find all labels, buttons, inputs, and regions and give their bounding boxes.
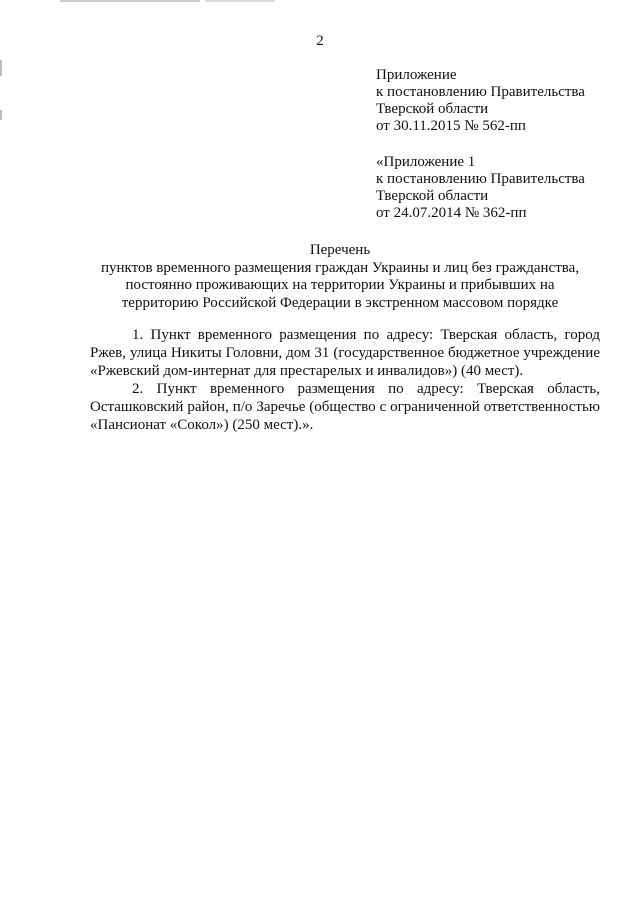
appendix-original-line: «Приложение 1 [376,154,476,170]
appendix-current-line: Тверской области [376,101,489,117]
appendix-original-line: от 24.07.2014 № 362-пп [376,205,527,221]
scan-edge-mark [0,60,2,76]
appendix-original-line: к постановлению Правительства [376,171,585,187]
scan-edge-mark [0,110,2,120]
list-item: 2. Пункт временного размещения по адресу: Тверская область, Осташковский район, п/о Заречье (общество с ограниченной ответственностью «Пансионат «Сокол») (250 мест).». [90,381,600,433]
title-line: пунктов временного размещения граждан Украины и лиц без гражданства, [100,259,580,276]
appendix-header-current [376,67,626,135]
scan-artifact-line [205,0,275,2]
page-number: 2 [316,33,324,49]
title-heading: Перечень [309,242,371,258]
list-item: 1. Пункт временного размещения по адресу: Тверская область, город Ржев, улица Никиты Головни, дом 31 (государственное бюджетное учреждение «Ржевский дом-интернат для престарелых и инвалидов») (40 мест). [90,327,600,379]
appendix-original-line: Тверской области [376,188,489,204]
document-title [60,242,620,312]
appendix-current-line: к постановлению Правительства [376,84,585,100]
title-line: территорию Российской Федерации в экстренном массовом порядке [121,294,559,311]
appendix-current-line: от 30.11.2015 № 562-пп [376,118,526,134]
appendix-header-original [376,154,626,222]
document-body [90,326,600,434]
title-line: постоянно проживающих на территории Украины и прибывших на [125,277,555,293]
scan-artifact-line [60,0,200,2]
appendix-current-line: Приложение [376,67,457,83]
